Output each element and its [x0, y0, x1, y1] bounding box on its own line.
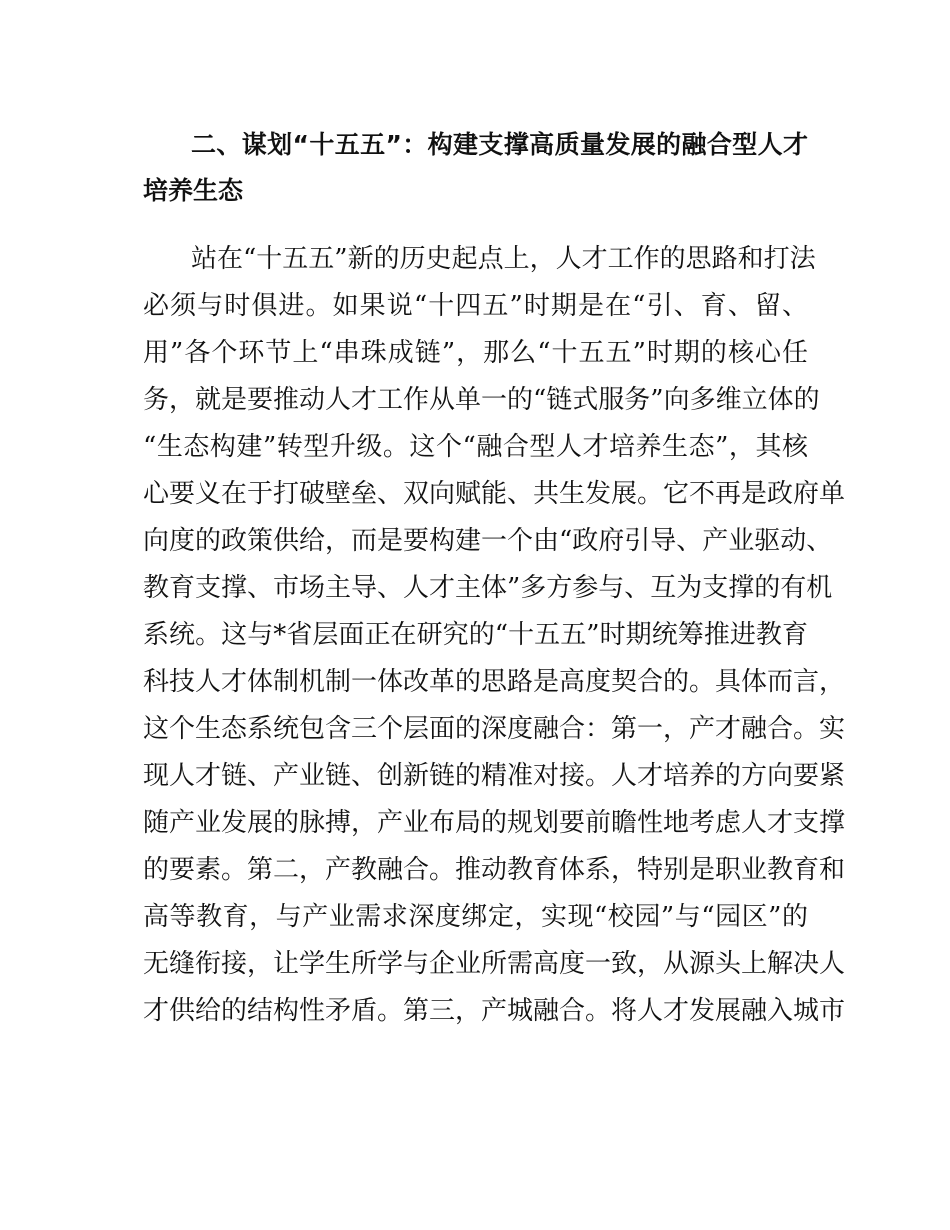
section-heading-line-1: 二、谋划“十五五”：构建支撑高质量发展的融合型人才: [191, 130, 808, 159]
paragraph-line: 心要义在于打破壁垒、双向赋能、共生发展。它不再是政府单: [143, 479, 846, 509]
paragraph-line: 的要素。第二，产教融合。推动教育体系，特别是职业教育和: [143, 855, 846, 885]
paragraph-line: 务，就是要推动人才工作从单一的“链式服务”向多维立体的: [143, 385, 820, 415]
paragraph-line: 站在“十五五”新的历史起点上，人才工作的思路和打法: [191, 244, 816, 274]
paragraph-line: 向度的政策供给，而是要构建一个由“政府引导、产业驱动、: [143, 526, 833, 556]
paragraph-line: 必须与时俱进。如果说“十四五”时期是在“引、育、留、: [143, 291, 808, 321]
section-heading-line-2: 培养生态: [143, 176, 244, 205]
paragraph-line: 用”各个环节上“串珠成链”，那么“十五五”时期的核心任: [143, 338, 808, 368]
paragraph-line: “生态构建”转型升级。这个“融合型人才培养生态”，其核: [143, 432, 808, 462]
paragraph-line: 随产业发展的脉搏，产业布局的规划要前瞻性地考虑人才支撑: [143, 808, 846, 838]
paragraph-line: 科技人才体制机制一体改革的思路是高度契合的。具体而言，: [143, 667, 846, 697]
paragraph-line: 教育支撑、市场主导、人才主体”多方参与、互为支撑的有机: [143, 573, 833, 603]
paragraph-line: 这个生态系统包含三个层面的深度融合：第一，产才融合。实: [143, 714, 846, 744]
paragraph-line: 系统。这与*省层面正在研究的“十五五”时期统筹推进教育: [143, 620, 808, 650]
paragraph-line: 现人才链、产业链、创新链的精准对接。人才培养的方向要紧: [143, 761, 846, 791]
paragraph-line: 高等教育，与产业需求深度绑定，实现“校园”与“园区”的: [143, 902, 808, 932]
paragraph-line: 无缝衔接，让学生所学与企业所需高度一致，从源头上解决人: [143, 949, 846, 979]
paragraph-line: 才供给的结构性矛盾。第三，产城融合。将人才发展融入城市: [143, 996, 846, 1026]
